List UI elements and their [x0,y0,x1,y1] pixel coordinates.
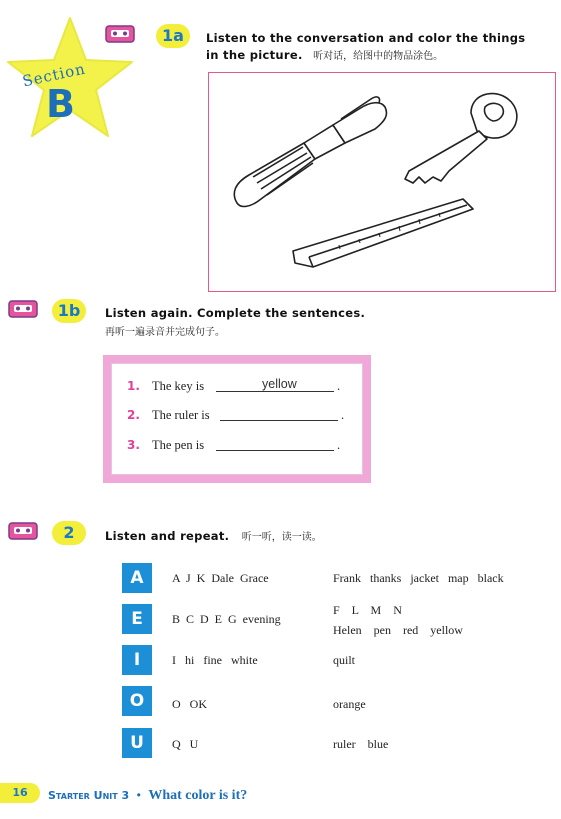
answer-blank[interactable] [216,391,334,392]
answer-text: yellow [262,377,297,391]
sentence-text: The ruler is [152,408,210,422]
cassette-icon [8,521,38,541]
footer-bullet: • [136,788,141,802]
sentence-number: 3. [127,438,140,452]
objects-illustration [209,73,555,291]
answer-blank[interactable] [220,420,338,421]
sound-words: quilt [333,653,356,667]
page-number-badge [0,783,40,803]
vowel-tile-o: O [122,686,152,716]
sentence-text: The key is [152,379,205,393]
section-letter: B [46,82,75,126]
vowel-tile-u: U [122,728,152,758]
activity-2-instruction-cn: 听一听，读一读。 [241,532,322,543]
sentence-number: 2. [127,408,140,422]
unit-label: Starter Unit 3 [48,789,130,802]
sentence-end: . [337,438,341,452]
activity-1a-instruction: Listen to the conversation and color the things [206,31,526,45]
section-word: Section [20,59,88,91]
sound-words: orange [333,697,366,711]
activity-1b-badge: 1b [52,299,86,323]
sentence-text: The pen is [152,438,205,452]
letter-words: O OK [172,697,207,711]
activity-1a-badge: 1a [156,24,190,48]
unit-title: What color is it? [148,788,248,803]
letter-words: A J K Dale Grace [172,571,269,585]
activity-1a-instruction-cn: 听对话，给图中的物品涂色。 [313,51,444,62]
ruler-icon [293,199,473,267]
sound-words-line2: Helen pen red yellow [333,623,463,637]
cassette-icon [105,24,135,44]
picture-frame [208,72,556,292]
sentence-end: . [341,408,345,422]
letter-words: I hi fine white [172,653,258,667]
vowel-tile-a: A [122,563,152,593]
sentence-number: 1. [127,379,140,393]
cassette-icon [8,299,38,319]
activity-1b-instruction: Listen again. Complete the sentences. [105,306,366,320]
sentence-box [103,355,371,483]
vowel-tile-e: E [122,604,152,634]
answer-blank[interactable] [216,450,334,451]
sound-words: ruler blue [333,737,389,751]
pen-icon [234,97,386,207]
letter-words: B C D E G evening [172,612,281,626]
activity-2-instruction: Listen and repeat. [105,529,230,543]
page-number: 16 [12,786,28,799]
key-icon [405,94,517,183]
sound-words: Frank thanks jacket map black [333,571,504,585]
letter-words: Q U [172,737,199,751]
sentence-end: . [337,379,341,393]
sound-words: F L M N [333,603,402,617]
activity-1b-instruction-cn: 再听一遍录音并完成句子。 [105,327,225,338]
vowel-tile-i: I [122,645,152,675]
activity-1a-instruction-line2: in the picture. [206,48,303,62]
activity-2-badge: 2 [52,521,86,545]
